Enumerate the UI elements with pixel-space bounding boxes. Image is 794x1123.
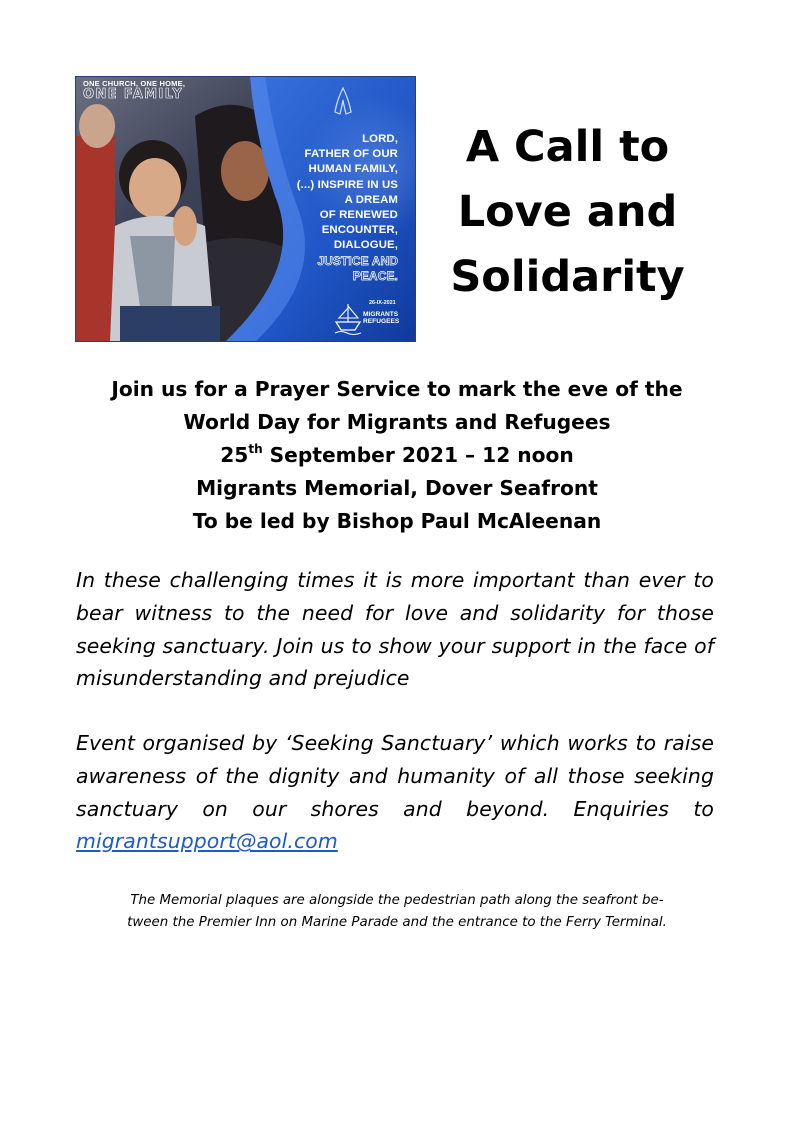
poster-image: [75, 76, 416, 342]
date-suffix: th: [248, 442, 263, 457]
paragraph-organiser: [76, 727, 714, 858]
details-line-1: Join us for a Prayer Service to mark the eve of the: [111, 377, 683, 401]
logo-boat-icon: [333, 300, 363, 336]
world-day-logo: [333, 298, 409, 338]
organiser-text: Event organised by ‘Seeking Sanctuary’ which works to raise awareness of the dignity and humanity of all those seeking sanctuary on our shores and beyond. Enquiries to: [76, 731, 714, 821]
event-details: [50, 373, 744, 538]
prayer-line: ENCOUNTER,: [321, 224, 398, 237]
paragraph-support: In these challenging times it is more important than ever to bear witness to the need for love and solidarity for those seeking sanctuary. Join us to show your support in the face of misunderstanding and prejudice: [76, 568, 714, 691]
logo-date: 26-IX-2021: [369, 300, 396, 306]
poster-prayer-text: [248, 132, 398, 284]
date-rest: September 2021 – 12 noon: [262, 443, 574, 467]
prayer-line: (...) INSPIRE IN US: [296, 178, 398, 191]
details-date-line: [50, 439, 744, 472]
prayer-line: A DREAM: [344, 193, 398, 206]
title-line-1: A Call to: [465, 122, 670, 172]
prayer-line-outline: JUSTICE AND: [317, 253, 398, 268]
praying-hands-icon: [331, 86, 355, 116]
poster-tagline-large: ONE FAMILY: [83, 86, 184, 102]
prayer-line: OF RENEWED: [319, 209, 398, 222]
logo-line-1: MIGRANTS: [363, 311, 399, 318]
logo-line-2: REFUGEES: [363, 318, 400, 325]
details-line-5: To be led by Bishop Paul McAleenan: [192, 509, 602, 533]
poster-tagline: [83, 80, 185, 102]
email-link[interactable]: migrantsupport@aol.com: [76, 829, 338, 854]
footnote: [100, 890, 694, 933]
logo-text: [363, 311, 399, 325]
details-line-2: World Day for Migrants and Refugees: [183, 410, 611, 434]
details-line-4: Migrants Memorial, Dover Seafront: [196, 476, 598, 500]
page-title: [430, 115, 705, 310]
prayer-line: DIALOGUE,: [333, 239, 398, 252]
date-day: 25: [220, 443, 249, 467]
title-line-3: Solidarity: [450, 252, 685, 302]
poster-tagline-small: ONE CHURCH, ONE HOME,: [83, 79, 186, 88]
prayer-line: FATHER OF OUR: [304, 148, 398, 161]
footnote-line-2: tween the Premier Inn on Marine Parade and the entrance to the Ferry Terminal.: [127, 914, 667, 930]
footnote-line-1: The Memorial plaques are alongside the pedestrian path along the seafront be-: [130, 893, 664, 908]
prayer-line: HUMAN FAMILY,: [308, 163, 398, 176]
prayer-line-outline: PEACE.: [352, 268, 398, 283]
title-line-2: Love and: [457, 187, 678, 237]
prayer-line: LORD,: [362, 133, 398, 145]
